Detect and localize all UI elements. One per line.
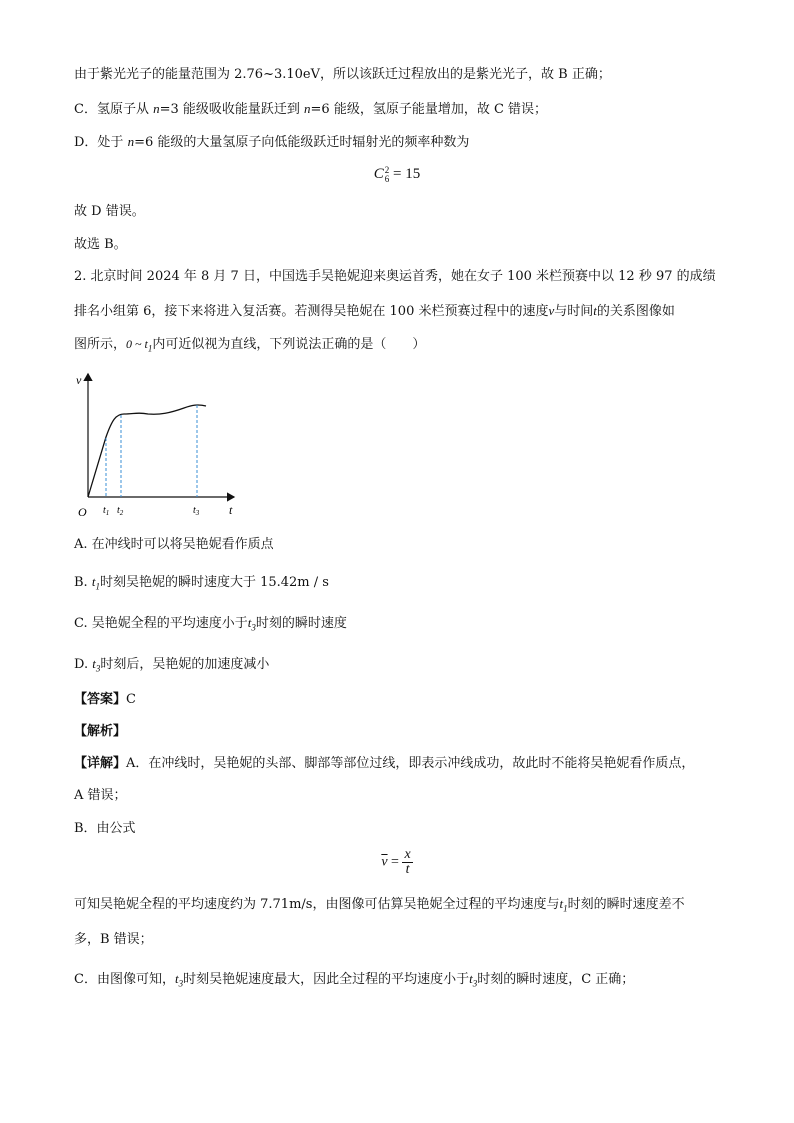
var-t: t [247,615,252,630]
var-t: t [469,971,473,986]
sub: 3 [178,978,184,989]
text: 时刻吴艳妮速度最大，因此全过程的平均速度小于 [183,972,470,987]
t2-label: $t_2$ [117,505,124,517]
y-axis-label: v [76,373,82,387]
eq-lhs: $\overline{v}$ [381,854,388,870]
numerator: x [404,847,411,862]
text: C．由图像可知， [74,972,175,987]
question-2-line-2 [74,302,675,321]
text: 排名小组第 6，接下来将进入复活赛。若测得吴艳妮在 100 米栏预赛过程中的速度 [74,304,549,319]
sub: 3 [251,622,256,633]
detail-line-a [74,755,694,773]
sub: 1 [95,581,100,592]
text-line-1: 由于紫光光子的能量范围为 2.76~3.10eV，所以该跃迁过程放出的是紫光光子，故 B 正确； [74,67,611,82]
var-t: t [92,656,96,671]
analysis-tag: 【解析】 [74,724,127,739]
equation-average-speed: $\overline{v}$ = $\frac{x}{t}$ [381,847,411,877]
var-t: t [559,896,564,911]
t1-label: $t_1$ [103,505,110,517]
text: 时刻的瞬时速度差不 [567,897,685,912]
eq-rest: = 15 [389,166,421,182]
equation-combination [0,165,794,184]
var-t: t [593,303,597,318]
eq-sup: 2 [384,164,390,175]
velocity-time-graph [72,368,242,518]
sub: 1 [147,343,153,354]
option-a: A. 在冲线时可以将吴艳妮看作质点 [74,537,274,552]
text: D. [74,657,93,672]
question-2-line-1: 2. 北京时间 2024 年 8 月 7 日，中国选手吴艳妮迎来奥运首秀，她在女子 100 米栏预赛中以 12 秒 97 的成绩 [74,269,716,284]
var-v: v [548,303,555,318]
range-text: 0 ~ t [126,337,148,351]
option-b [74,573,329,596]
text-line-5: 故选 B。 [74,237,127,252]
var-t: t [174,971,179,986]
detail-line-b2 [74,895,685,918]
denominator: t [405,862,410,877]
question-2-line-3 [74,335,425,358]
text: 时刻后，吴艳妮的加速度减小 [100,657,270,672]
sub: 3 [472,978,478,989]
text: 内可近似视为直线，下列说法正确的是（ ） [152,337,426,352]
text-line-4: 故 D 错误。 [74,204,145,219]
text: 的关系图像如 [596,304,675,319]
sub: 3 [95,663,101,674]
var-n: n [127,134,135,149]
eq-sub: 6 [384,173,390,184]
text: =3 能级吸收能量跃迁到 [159,102,305,117]
answer-value: C [126,692,136,707]
text-line-3 [74,133,469,152]
sub: 1 [563,903,568,914]
t3-label: $t_3$ [193,505,200,517]
text: 时刻的瞬时速度 [255,616,347,631]
var-n: n [153,101,160,116]
detail-tag: 【详解】 [74,756,127,771]
text: 时刻的瞬时速度，C 正确； [477,972,635,987]
text: =6 能级的大量氢原子向低能级跃迁时辐射光的频率种数为 [134,135,470,150]
fraction [402,848,412,877]
text: 时刻吴艳妮的瞬时速度大于 15.42m / s [99,575,329,590]
detail-line-c [74,970,634,993]
option-c [74,614,347,637]
text: C．氢原子从 [74,102,154,117]
var-t: t [91,574,96,589]
text: B. [74,575,92,590]
eq-c: C [373,166,384,182]
answer-line [74,691,136,709]
text: 可知吴艳妮全程的平均速度约为 7.71m/s，由图像可估算吴艳妮全过程的平均速度与 [74,897,560,912]
x-axis-label: t [229,503,233,517]
text: A．在冲线时，吴艳妮的头部、脚部等部位过线，即表示冲线成功，故此时不能将吴艳妮看作质点， [126,756,695,771]
origin-label: O [78,505,87,518]
text: C. 吴艳妮全程的平均速度小于 [74,616,248,631]
text: 图所示， [74,337,127,352]
text: =6 能级，氢原子能量增加，故 C 错误； [310,102,548,117]
text: 与时间 [554,304,594,319]
detail-line-a2: A 错误； [74,788,127,803]
text-line-2 [74,100,547,119]
answer-tag: 【答案】 [74,692,127,707]
text: D．处于 [74,135,128,150]
detail-line-b3: 多，B 错误； [74,932,153,947]
detail-line-b: B．由公式 [74,821,136,836]
var-n: n [304,101,311,116]
option-d [74,655,269,678]
